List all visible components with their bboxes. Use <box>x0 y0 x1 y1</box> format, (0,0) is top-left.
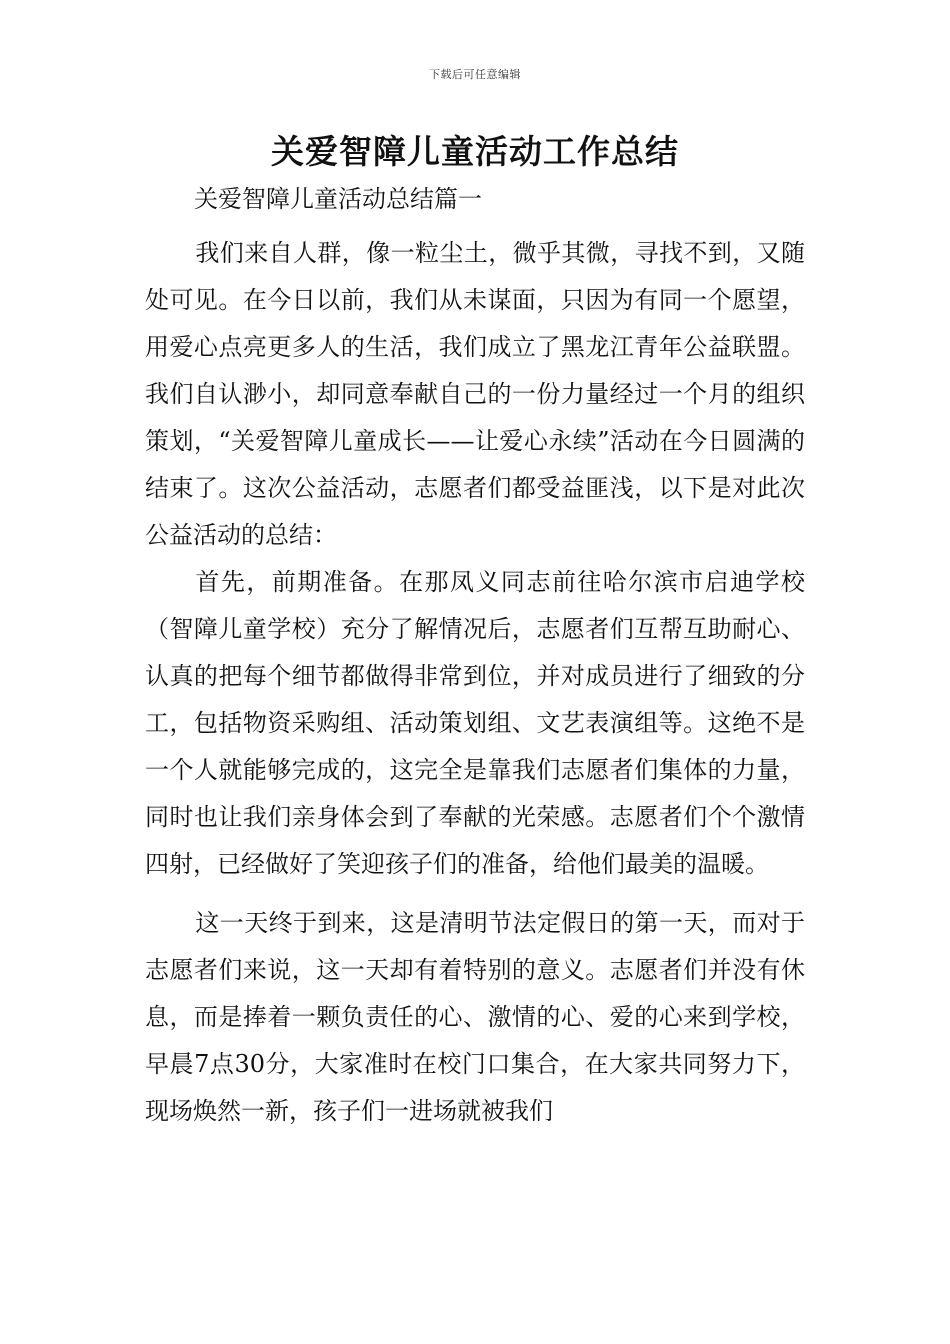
document-body <box>145 230 805 1135</box>
header-note: 下载后可任意编辑 <box>429 68 521 81</box>
section-heading: 关爱智障儿童活动总结篇一 <box>194 185 482 213</box>
document-title: 关爱智障儿童活动工作总结 <box>271 132 679 171</box>
paragraph-intro: 我们来自人群，像一粒尘土，微乎其微，寻找不到，又随处可见。在今日以前，我们从未谋面，只因为有同一个愿望，用爱心点亮更多人的生活，我们成立了黑龙江青年公益联盟。我们自认渺小，却同意奉献自己的一份力量经过一个月的组织策划，“关爱智障儿童成长——让爱心永续”活动在今日圆满的结束了。这次公益活动，志愿者们都受益匪浅，以下是对此次公益活动的总结： <box>145 239 805 549</box>
paragraph-preparation: 首先，前期准备。在那凤义同志前往哈尔滨市启迪学校（智障儿童学校）充分了解情况后，志愿者们互帮互助耐心、认真的把每个细节都做得非常到位，并对成员进行了细致的分工，包括物资采购组、活动策划组、文艺表演组等。这绝不是一个人就能够完成的，这完全是靠我们志愿者们集体的力量，同时也让我们亲身体会到了奉献的光荣感。志愿者们个个激情四射，已经做好了笑迎孩子们的准备，给他们最美的温暖。 <box>145 568 805 878</box>
paragraph-event-day: 这一天终于到来，这是清明节法定假日的第一天，而对于志愿者们来说，这一天却有着特别的意义。志愿者们并没有休息，而是捧着一颗负责任的心、激情的心、爱的心来到学校，早晨7点30分，大家准时在校门口集合，在大家共同努力下，现场焕然一新，孩子们一进场就被我们 <box>145 909 805 1125</box>
